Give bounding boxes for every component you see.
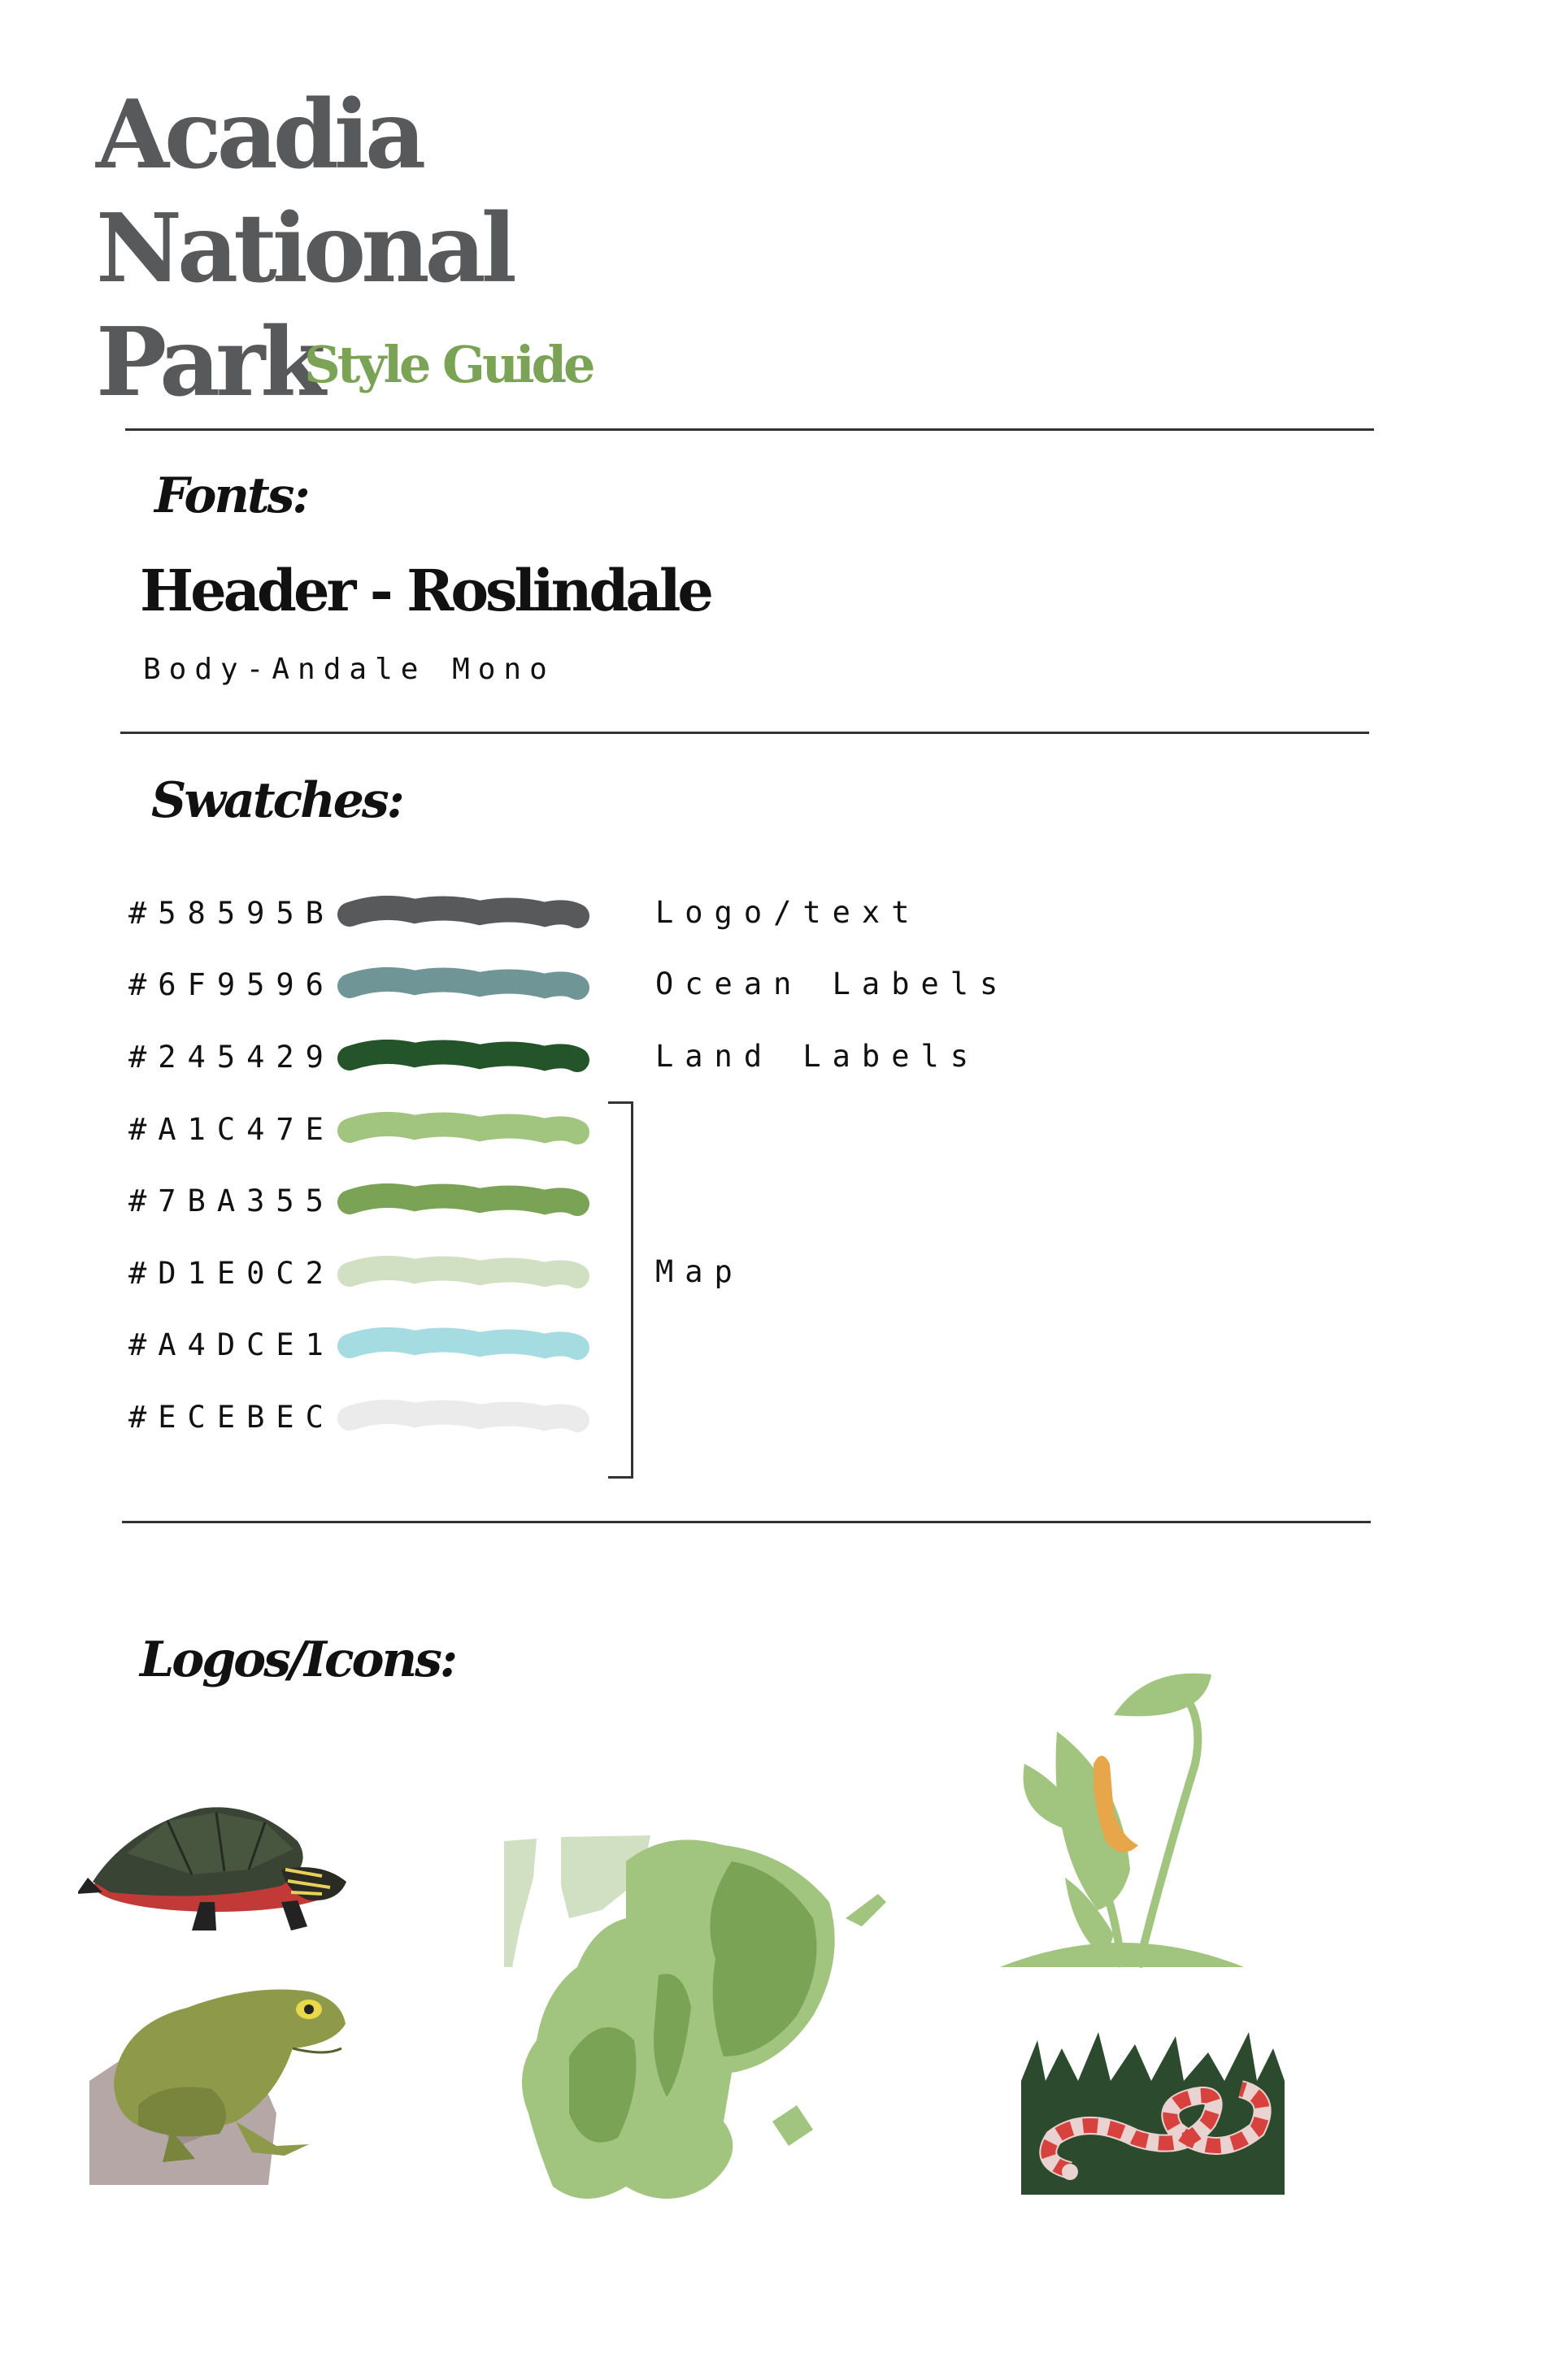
swatch-stroke [333, 963, 594, 1004]
label-logo-text: Logo/text [655, 895, 921, 930]
frog-icon [89, 1967, 358, 2187]
turtle-icon [78, 1772, 354, 1935]
swatch-hex-label: #A4DCE1 [128, 1327, 335, 1362]
swatch-stroke [333, 1396, 594, 1436]
map-bracket [608, 1101, 633, 1479]
swatch-stroke [333, 1108, 594, 1149]
swatch-hex-label: #7BA355 [128, 1183, 335, 1218]
swatch-stroke [333, 1323, 594, 1364]
label-land-labels: Land Labels [655, 1039, 981, 1074]
swatch-stroke [333, 1179, 594, 1220]
island-map-icon [504, 1829, 894, 2227]
title-line-3: Park [96, 307, 321, 418]
salamander-plant-icon [1000, 1666, 1244, 1975]
swatch-hex-label: #6F9596 [128, 967, 335, 1002]
swatch-hex-label: #A1C47E [128, 1112, 335, 1147]
swatch-hex-label: #ECEBEC [128, 1400, 335, 1435]
body-font-sample: Body-Andale Mono [143, 653, 555, 686]
subtitle: Style Guide [304, 335, 593, 394]
swatches-heading: Swatches: [151, 772, 402, 829]
header-font-sample: Header - Roslindale [140, 557, 711, 624]
swatch-stroke [333, 1036, 594, 1076]
swatch-hex-label: #58595B [128, 896, 335, 931]
fonts-heading: Fonts: [154, 467, 308, 524]
divider [125, 428, 1374, 431]
label-ocean-labels: Ocean Labels [655, 966, 1010, 1001]
divider [122, 1521, 1371, 1523]
snake-icon [1021, 2032, 1285, 2195]
label-map: Map [655, 1254, 744, 1289]
logos-heading: Logos/Icons: [140, 1631, 456, 1688]
title-line-2: National [96, 193, 512, 304]
swatch-hex-label: #245429 [128, 1040, 335, 1075]
swatch-stroke [333, 892, 594, 932]
swatch-hex-label: #D1E0C2 [128, 1256, 335, 1291]
swatch-stroke [333, 1252, 594, 1292]
title-line-1: Acadia [96, 80, 422, 190]
divider [120, 732, 1369, 734]
